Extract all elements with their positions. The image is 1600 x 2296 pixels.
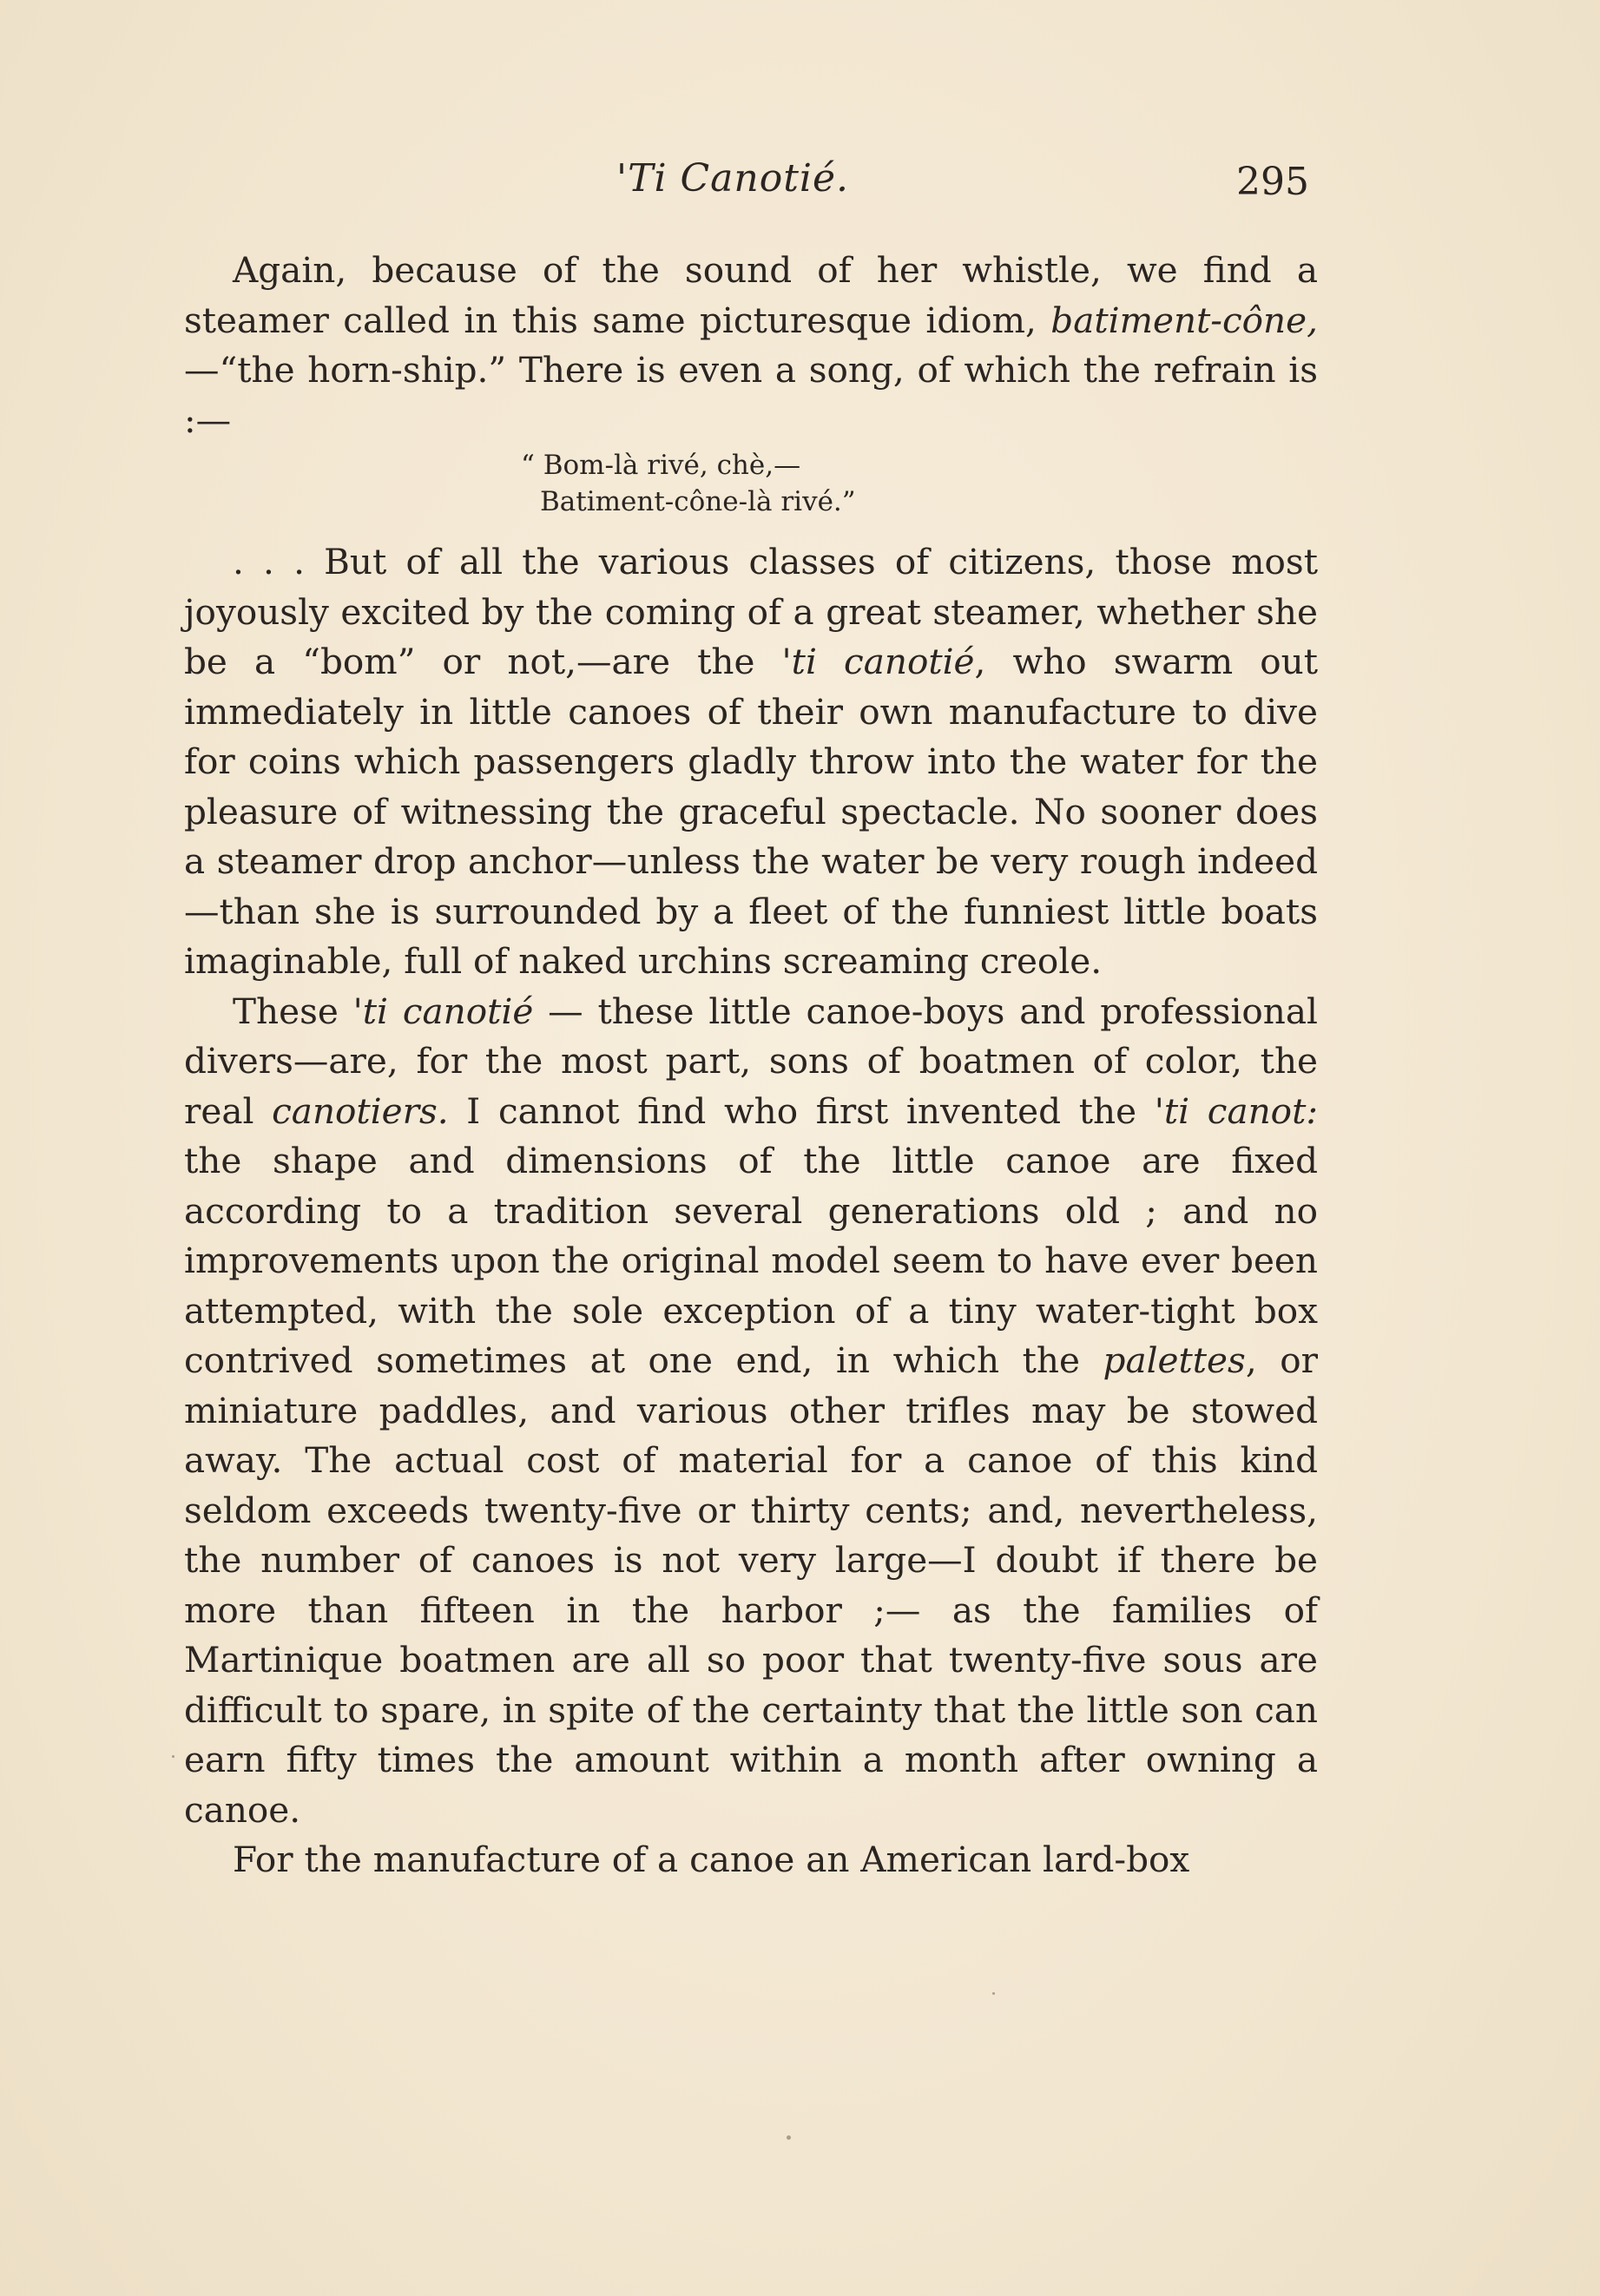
paper-speck bbox=[992, 1992, 995, 1995]
italic-term: canotiers. bbox=[272, 1089, 449, 1132]
italic-term: 'ti canotié bbox=[781, 641, 975, 682]
paragraph-1 bbox=[184, 246, 1318, 445]
text-run: . . . But of all the various classes of citizens, those most joyously excited by the coming of a great steamer, whether she be a “bom” or not,—are the bbox=[184, 541, 1318, 682]
italic-term: 'ti canot: bbox=[1154, 1089, 1318, 1132]
verse-line-2: Batiment-cône-là rivé.” bbox=[540, 486, 856, 517]
text-run: Again, because of the sound of her whistle, we find a steamer called in this same picturesque idiom, bbox=[184, 249, 1318, 341]
running-head bbox=[0, 156, 1600, 217]
text-run: , or miniature paddles, and various other trifles may be stowed away. The actual cost of material for a canoe of this kind seldom exceeds twenty-five or thirty cents; and, nevertheless, the number of canoes is not very large—I doubt if there be more than fifteen in the harbor ;— as the families of Martinique boatmen are all so poor that twenty-five sous are difficult to spare, in spite of the certainty that the little son can earn fifty times the amount within a month after owning a canoe. bbox=[184, 1339, 1318, 1831]
song-verse bbox=[521, 447, 1318, 520]
text-run: These bbox=[233, 990, 353, 1032]
italic-term: 'ti canotié bbox=[352, 990, 534, 1032]
text-run: I cannot find who first invented the bbox=[448, 1089, 1155, 1132]
paper-speck bbox=[172, 1755, 174, 1758]
text-run: , who swarm out immediately in little canoes of their own manufacture to dive for coins which passengers gladly throw into the water for the pleasure of witnessing the graceful spectacle. No sooner does a steamer drop anchor—unless the water be very rough indeed—than she is surrounded by a fleet of the funniest little boats imaginable, full of naked urchins screaming creole. bbox=[184, 641, 1318, 982]
paragraph-3 bbox=[184, 987, 1318, 1836]
text-run: —“the horn-ship.” There is even a song, of which the refrain is :— bbox=[184, 349, 1318, 441]
paragraph-2 bbox=[184, 537, 1318, 987]
italic-term: palettes bbox=[1103, 1339, 1246, 1381]
running-head-title: 'Ti Canotié. bbox=[616, 156, 850, 201]
page-number: 295 bbox=[1236, 160, 1309, 204]
verse-line-1: “ Bom-là rivé, chè,— bbox=[521, 450, 801, 481]
body-text bbox=[184, 246, 1318, 1885]
paragraph-4 bbox=[184, 1835, 1318, 1885]
paper-speck bbox=[787, 2135, 791, 2140]
text-run: the shape and dimensions of the little canoe are fixed according to a tradition several generations old ; and no improvements upon the original model seem to have ever been attempted, with the sole exception of a tiny water-tight box contrived sometimes at one end, in which the bbox=[184, 1140, 1318, 1381]
italic-term: batiment-cône, bbox=[1050, 299, 1318, 341]
text-run: — these little canoe-boys and professional divers—are, for the most part, sons of boatmen of color, the real bbox=[184, 990, 1318, 1132]
text-run: For the manufacture of a canoe an American lard-box bbox=[233, 1839, 1190, 1880]
